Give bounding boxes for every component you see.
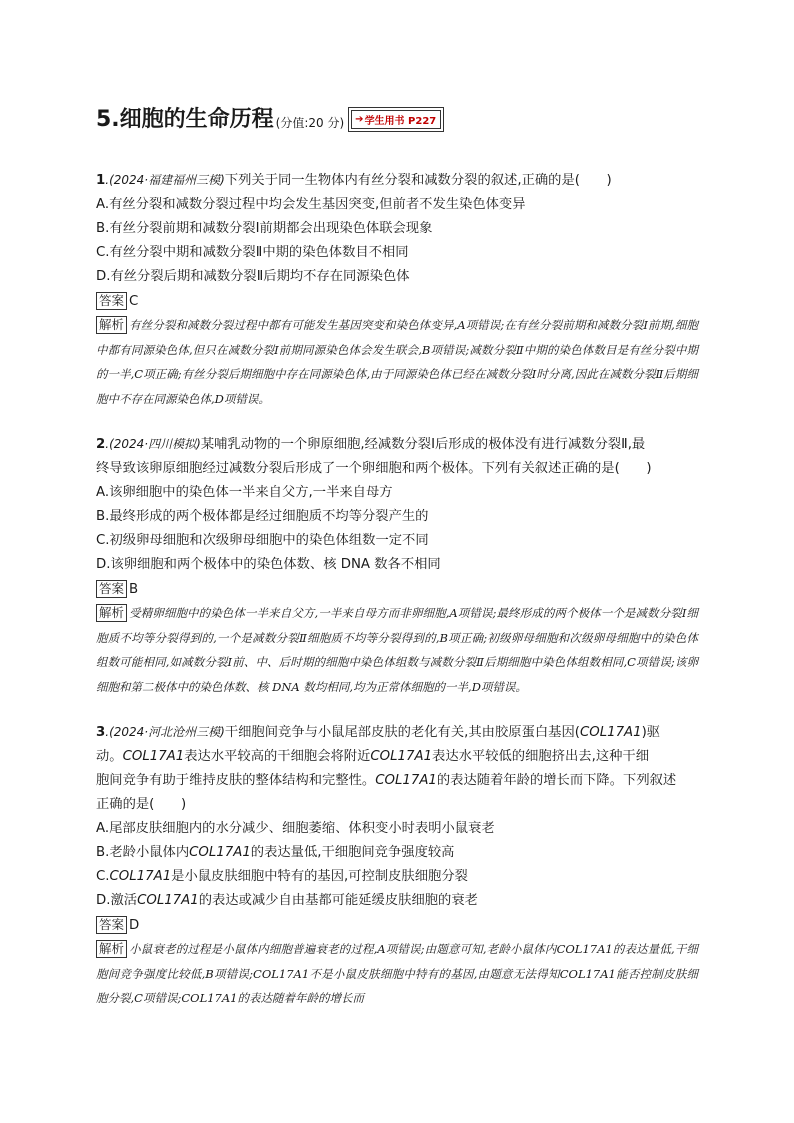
gene-name: COL17A1 bbox=[556, 942, 613, 956]
analysis-text: 解析 小鼠衰老的过程是小鼠体内细胞普遍衰老的过程,A项错误;由题意可知,老龄小鼠体内COL17A1的表达量低,干细胞间竞争强度比较低,B项错误;COL17A1不是小鼠皮肤细胞中特有的基因,由题意无法得知COL17A1能否控制皮肤细胞分裂,C项错误;COL17A1的表达随着年龄的增长而 bbox=[96, 941, 699, 1005]
option-d: D.该卵细胞和两个极体中的染色体数、核 DNA 数各不相同 bbox=[96, 557, 441, 572]
section-header bbox=[96, 106, 444, 134]
answer-value: D bbox=[129, 917, 140, 933]
answer-row bbox=[96, 913, 698, 937]
option-c: C.COL17A1是小鼠皮肤细胞中特有的基因,可控制皮肤细胞分裂 bbox=[96, 869, 468, 884]
analysis-badge: 解析 bbox=[96, 940, 127, 958]
answer-value: B bbox=[129, 581, 139, 597]
option-a: A.该卵细胞中的染色体一半来自父方,一半来自母方 bbox=[96, 485, 393, 500]
analysis-text: 解析 受精卵细胞中的染色体一半来自父方,一半来自母方而非卵细胞,A项错误;最终形成的两个极体一个是减数分裂Ⅰ细胞质不均等分裂得到的,一个是减数分裂Ⅱ细胞质不均等分裂得到的,B项正确;初级卵母细胞和次级卵母细胞中的染色体组数可能相同,如减数分裂Ⅰ前、中、后时期的细胞中染色体组数与减数分裂Ⅱ后期细胞中染色体组数相同,C项错误;该卵细胞和第二极体中的染色体数、核 DNA 数均相同,均为正常体细胞的一半,D项错误。 bbox=[96, 605, 698, 694]
answer-badge: 答案 bbox=[96, 580, 127, 598]
question-stem: 2.(2024·四川模拟)某哺乳动物的一个卵原细胞,经减数分裂Ⅰ后形成的极体没有进行减数分裂Ⅱ,最 bbox=[96, 437, 646, 452]
option-d: D.激活COL17A1的表达或减少自由基都可能延缓皮肤细胞的衰老 bbox=[96, 893, 478, 908]
analysis-badge: 解析 bbox=[96, 316, 127, 334]
answer-badge: 答案 bbox=[96, 916, 127, 934]
option-b: B.有丝分裂前期和减数分裂Ⅰ前期都会出现染色体联会现象 bbox=[96, 221, 433, 236]
gene-name: COL17A1 bbox=[122, 749, 185, 764]
answer-badge: 答案 bbox=[96, 292, 127, 310]
answer-value: C bbox=[129, 293, 139, 309]
gene-name: COL17A1 bbox=[370, 749, 433, 764]
question-stem-continued: 动。COL17A1表达水平较高的干细胞会将附近COL17A1表达水平较低的细胞挤出去,这种干细 bbox=[96, 749, 650, 764]
arrow-icon: ➔ bbox=[355, 114, 364, 125]
option-a: A.有丝分裂和减数分裂过程中均会发生基因突变,但前者不发生染色体变异 bbox=[96, 197, 526, 212]
student-book-tag[interactable] bbox=[348, 107, 444, 132]
gene-name: COL17A1 bbox=[189, 845, 251, 860]
section-title: 5.细胞的生命历程 bbox=[96, 107, 274, 132]
question-stem-continued: 正确的是( ) bbox=[96, 797, 187, 812]
student-book-page: 学生用书 P227 bbox=[364, 116, 437, 127]
option-b: B.最终形成的两个极体都是经过细胞质不均等分裂产生的 bbox=[96, 509, 429, 524]
answer-row bbox=[96, 289, 698, 313]
question-3 bbox=[96, 720, 698, 1011]
analysis-badge: 解析 bbox=[96, 604, 127, 622]
question-stem-continued: 终导致该卵原细胞经过减数分裂后形成了一个卵细胞和两个极体。下列有关叙述正确的是( ) bbox=[96, 461, 652, 476]
gene-name: COL17A1 bbox=[375, 773, 437, 788]
question-stem: 1.(2024·福建福州三模)下列关于同一生物体内有丝分裂和减数分裂的叙述,正确的是( ) bbox=[96, 173, 612, 188]
option-d: D.有丝分裂后期和减数分裂Ⅱ后期均不存在同源染色体 bbox=[96, 269, 410, 284]
gene-name: COL17A1 bbox=[579, 725, 642, 740]
option-a: A.尾部皮肤细胞内的水分减少、细胞萎缩、体积变小时表明小鼠衰老 bbox=[96, 821, 495, 836]
gene-name: COL17A1 bbox=[181, 991, 238, 1005]
question-stem-continued: 胞间竞争有助于维持皮肤的整体结构和完整性。COL17A1的表达随着年龄的增长而下降。下列叙述 bbox=[96, 773, 677, 788]
option-c: C.初级卵母细胞和次级卵母细胞中的染色体组数一定不同 bbox=[96, 533, 429, 548]
analysis-text: 解析 有丝分裂和减数分裂过程中都有可能发生基因突变和染色体变异,A项错误;在有丝分裂前期和减数分裂Ⅰ前期,细胞中都有同源染色体,但只在减数分裂Ⅰ前期同源染色体会发生联会,B项错误;减数分裂Ⅱ中期的染色体数目是有丝分裂中期的一半,C项正确;有丝分裂后期细胞中存在同源染色体,由于同源染色体已经在减数分裂Ⅰ时分离,因此在减数分裂Ⅱ后期细胞中不存在同源染色体,D项错误。 bbox=[96, 317, 698, 406]
question-2 bbox=[96, 432, 698, 699]
score-note: (分值:20 分) bbox=[275, 116, 345, 130]
question-stem: 3.(2024·河北沧州三模)干细胞间竞争与小鼠尾部皮肤的老化有关,其由胶原蛋白基因(COL17A1)驱 bbox=[96, 725, 661, 740]
question-1 bbox=[96, 168, 698, 411]
option-c: C.有丝分裂中期和减数分裂Ⅱ中期的染色体数目不相同 bbox=[96, 245, 409, 260]
answer-row bbox=[96, 577, 698, 601]
gene-name: COL17A1 bbox=[109, 869, 172, 884]
gene-name: COL17A1 bbox=[253, 966, 310, 981]
gene-name: COL17A1 bbox=[137, 893, 199, 908]
gene-name: COL17A1 bbox=[559, 966, 616, 981]
option-b: B.老龄小鼠体内COL17A1的表达量低,干细胞间竞争强度较高 bbox=[96, 845, 455, 860]
